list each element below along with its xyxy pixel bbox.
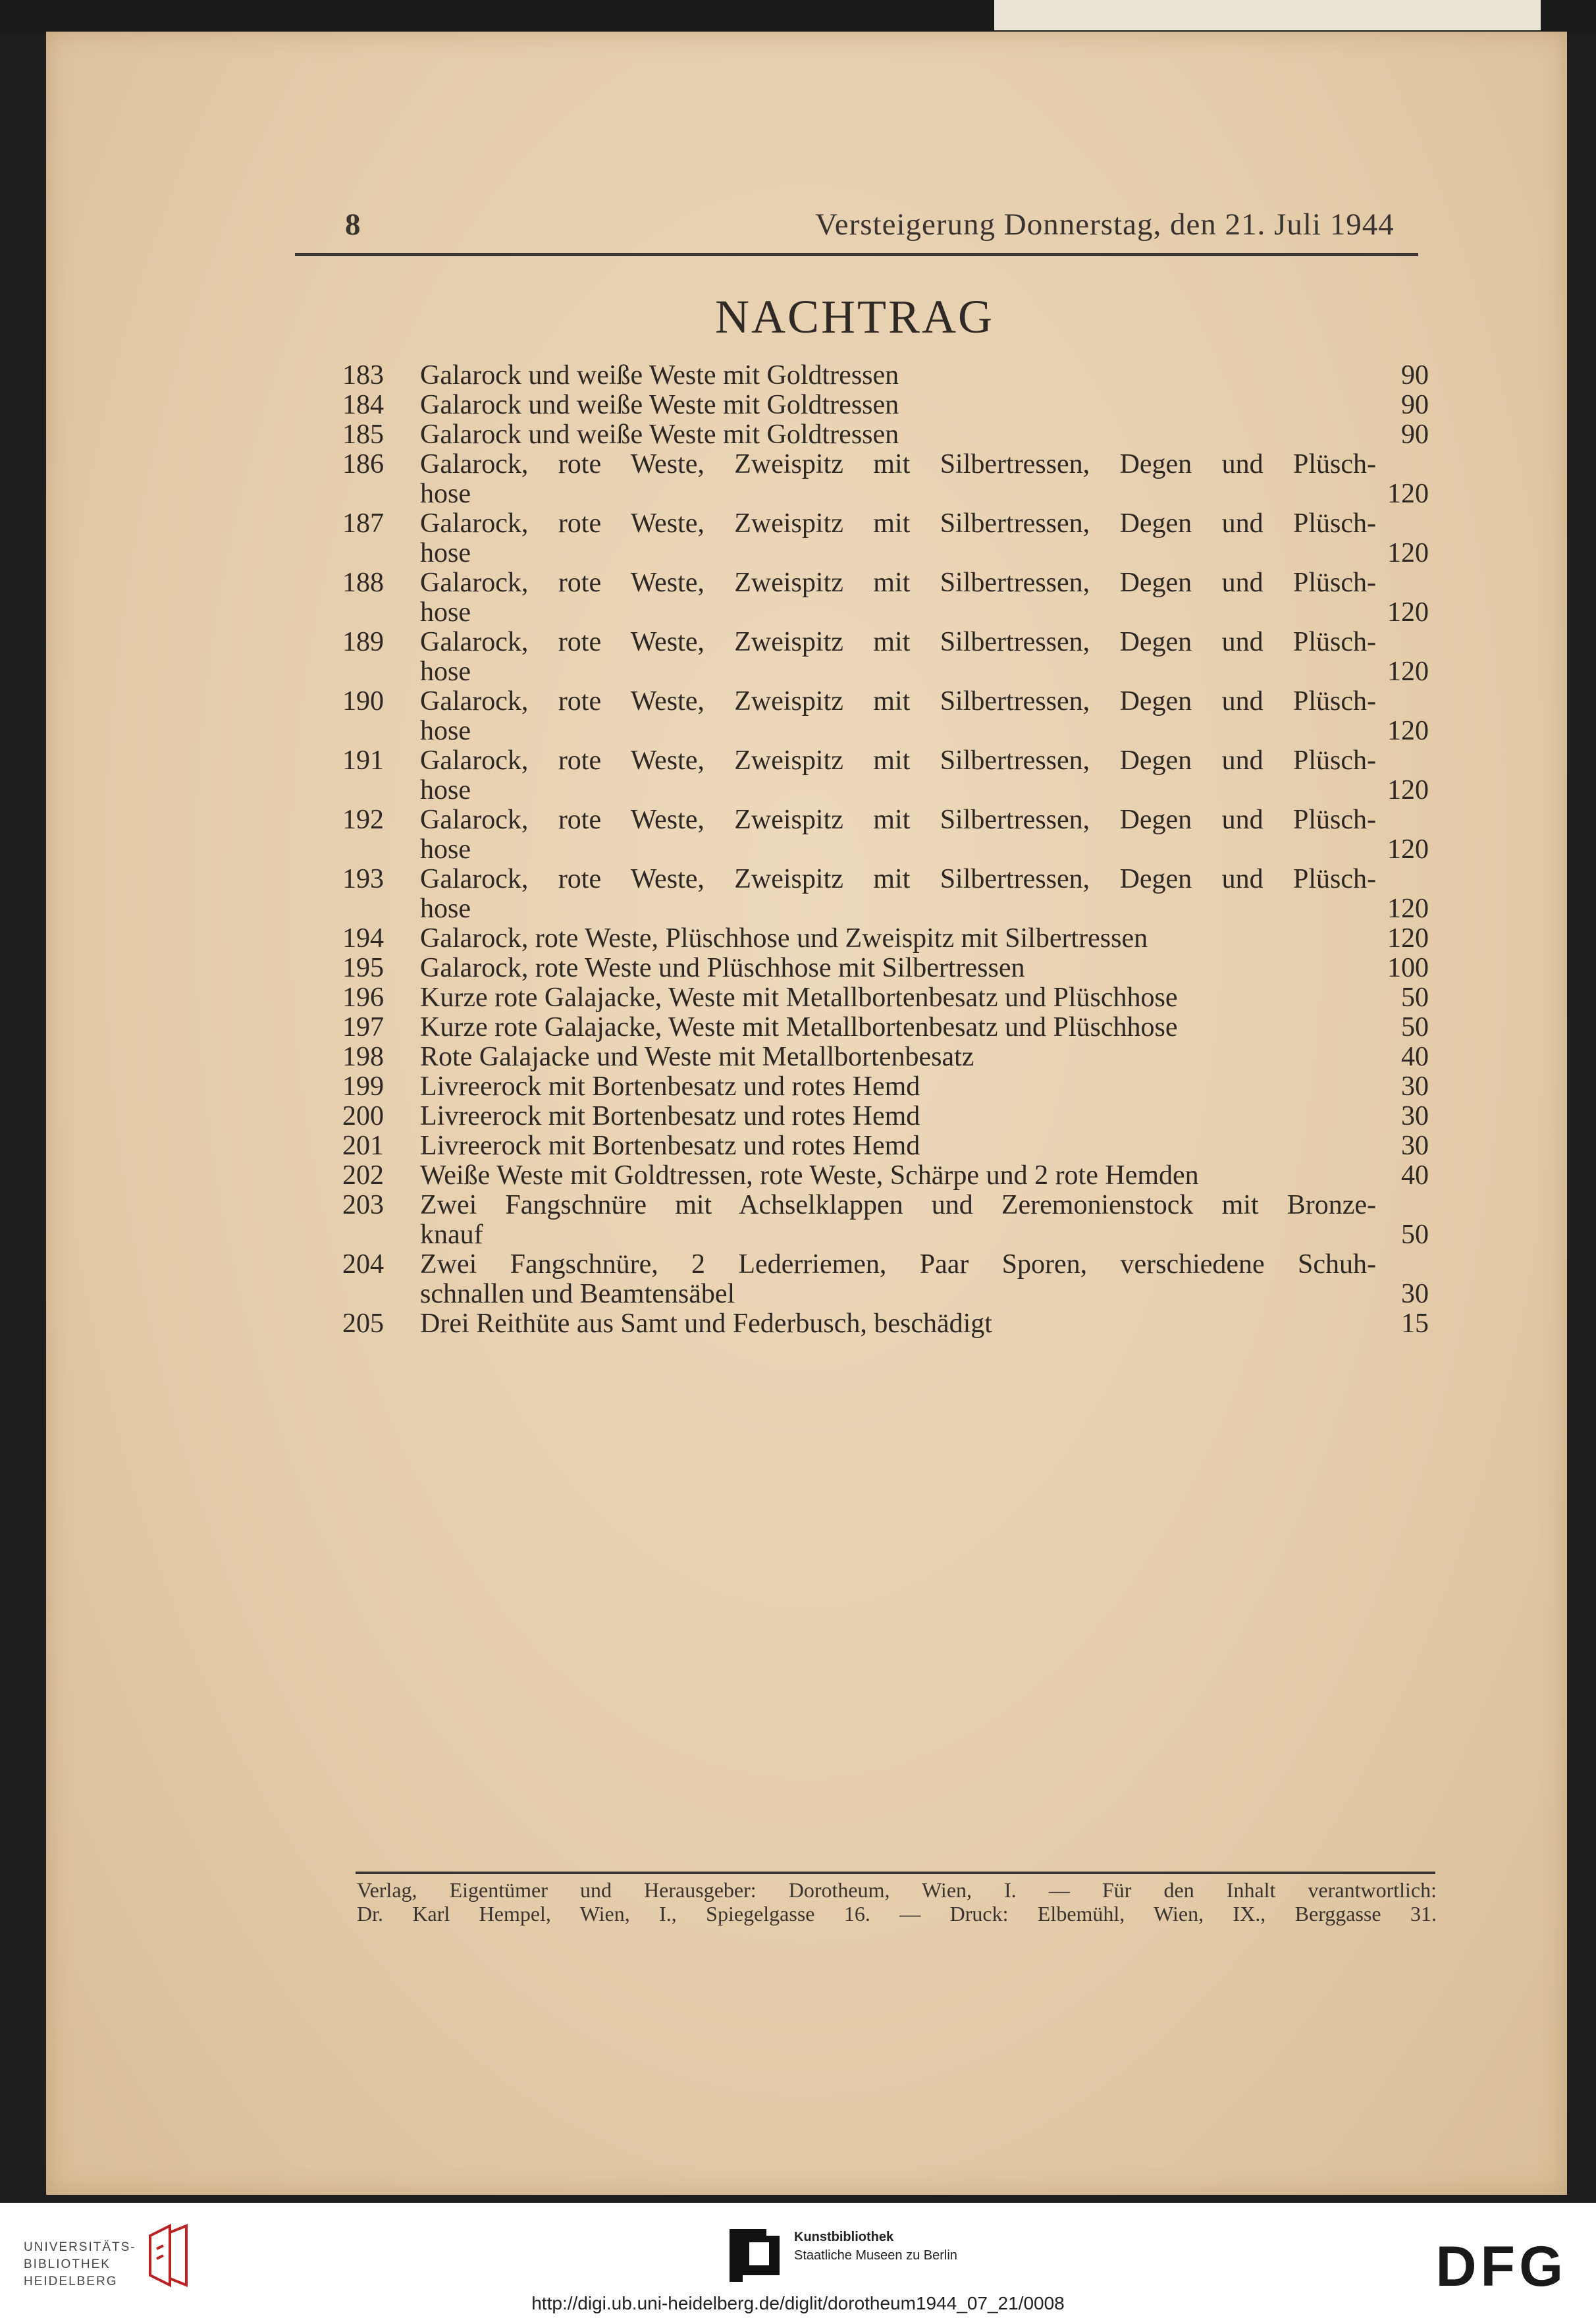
lot-number: 193 — [342, 864, 384, 894]
lot-number: 195 — [342, 953, 384, 983]
lot-estimate: 120 — [1387, 479, 1429, 509]
lot-number: 198 — [342, 1042, 384, 1072]
lot-estimate: 40 — [1401, 1160, 1429, 1191]
lot-description: Galarock, rote Weste, Zweispitz mit Silbertressen, Degen und Plüsch- — [420, 805, 1376, 835]
lot-description: Galarock und weiße Weste mit Goldtressen — [420, 390, 899, 420]
lot-description: Rote Galajacke und Weste mit Metallbortenbesatz — [420, 1042, 974, 1072]
lot-number: 187 — [342, 508, 384, 539]
lot-description: Galarock, rote Weste und Plüschhose mit Silbertressen — [420, 953, 1025, 983]
lot-estimate: 90 — [1401, 419, 1429, 450]
lot-description-continued: hose — [420, 479, 471, 509]
page-number: 8 — [345, 207, 361, 242]
scan-paper-strip — [994, 0, 1541, 30]
lot-description: Zwei Fangschnüre, 2 Lederriemen, Paar Sporen, verschiedene Schuh- — [420, 1249, 1376, 1280]
lot-description-continued: hose — [420, 657, 471, 687]
page-header — [295, 203, 1418, 256]
lot-description-continued: hose — [420, 538, 471, 568]
lot-description: Kurze rote Galajacke, Weste mit Metallbortenbesatz und Plüschhose — [420, 1012, 1178, 1042]
lot-description: Livreerock mit Bortenbesatz und rotes Hemd — [420, 1131, 920, 1161]
lot-row — [342, 1102, 1429, 1131]
lot-number: 205 — [342, 1308, 384, 1339]
lot-number: 196 — [342, 983, 384, 1013]
lot-row — [342, 746, 1429, 805]
lot-description-continued: hose — [420, 716, 471, 746]
lot-estimate: 120 — [1387, 657, 1429, 687]
lot-number: 184 — [342, 390, 384, 420]
scan-border-top — [0, 0, 1596, 34]
lot-row — [342, 1191, 1429, 1250]
lot-row — [342, 391, 1429, 420]
lot-estimate: 40 — [1401, 1042, 1429, 1072]
imprint-line: Verlag, Eigentümer und Herausgeber: Dorotheum, Wien, I. — Für den Inhalt verantwortlich: — [357, 1878, 1437, 1902]
lot-description: Zwei Fangschnüre mit Achselklappen und Zeremonienstock mit Bronze- — [420, 1190, 1376, 1220]
lot-row — [342, 450, 1429, 509]
kunstbibliothek-text — [794, 2228, 957, 2265]
lot-row — [342, 361, 1429, 391]
lot-description: Weiße Weste mit Goldtressen, rote Weste, Schärpe und 2 rote Hemden — [420, 1160, 1199, 1191]
lot-number: 199 — [342, 1071, 384, 1102]
lot-description-continued: hose — [420, 894, 471, 924]
lot-description-continued: schnallen und Beamtensäbel — [420, 1279, 735, 1309]
lot-row — [342, 509, 1429, 568]
lot-row — [342, 805, 1429, 865]
lot-estimate: 90 — [1401, 390, 1429, 420]
lot-number: 197 — [342, 1012, 384, 1042]
lot-estimate: 120 — [1387, 538, 1429, 568]
lot-description: Kurze rote Galajacke, Weste mit Metallbortenbesatz und Plüschhose — [420, 983, 1178, 1013]
lot-row — [342, 1042, 1429, 1072]
lot-number: 192 — [342, 805, 384, 835]
lot-number: 200 — [342, 1101, 384, 1131]
viewer-footer-bar — [0, 2203, 1596, 2320]
kb-title: Kunstbibliothek — [794, 2230, 894, 2244]
lot-estimate: 120 — [1387, 775, 1429, 805]
lot-estimate: 30 — [1401, 1101, 1429, 1131]
lot-list — [342, 361, 1429, 1339]
ub-heidelberg-logo-icon — [144, 2223, 191, 2288]
lot-number: 188 — [342, 568, 384, 598]
lot-description-continued: hose — [420, 775, 471, 805]
lot-number: 202 — [342, 1160, 384, 1191]
lot-number: 201 — [342, 1131, 384, 1161]
lot-row — [342, 568, 1429, 628]
lot-estimate: 120 — [1387, 834, 1429, 865]
lot-row — [342, 1161, 1429, 1191]
kb-subtitle: Staatliche Museen zu Berlin — [794, 2248, 957, 2263]
dfg-logo: DFG — [1435, 2235, 1567, 2298]
library-line: HEIDELBERG — [24, 2275, 118, 2288]
lot-description: Galarock, rote Weste, Zweispitz mit Silbertressen, Degen und Plüsch- — [420, 745, 1376, 776]
lot-number: 190 — [342, 686, 384, 716]
lot-row — [342, 865, 1429, 924]
lot-estimate: 100 — [1387, 953, 1429, 983]
lot-row — [342, 420, 1429, 450]
lot-row — [342, 687, 1429, 746]
lot-description: Galarock, rote Weste, Zweispitz mit Silbertressen, Degen und Plüsch- — [420, 686, 1376, 716]
lot-number: 183 — [342, 360, 384, 391]
lot-description-continued: hose — [420, 834, 471, 865]
lot-description-continued: knauf — [420, 1220, 483, 1250]
section-title: NACHTRAG — [714, 290, 994, 343]
header-title: Versteigerung Donnerstag, den 21. Juli 1944 — [815, 207, 1395, 242]
lot-row — [342, 954, 1429, 983]
lot-estimate: 120 — [1387, 597, 1429, 628]
lot-estimate: 120 — [1387, 923, 1429, 954]
lot-description: Galarock, rote Weste, Zweispitz mit Silbertressen, Degen und Plüsch- — [420, 627, 1376, 657]
lot-description: Galarock, rote Weste, Zweispitz mit Silbertressen, Degen und Plüsch- — [420, 864, 1376, 894]
lot-row — [342, 1309, 1429, 1339]
lot-estimate: 90 — [1401, 360, 1429, 391]
lot-description: Galarock, rote Weste, Zweispitz mit Silbertressen, Degen und Plüsch- — [420, 449, 1376, 479]
lot-description: Drei Reithüte aus Samt und Federbusch, beschädigt — [420, 1308, 992, 1339]
lot-description: Galarock, rote Weste, Zweispitz mit Silbertressen, Degen und Plüsch- — [420, 508, 1376, 539]
lot-estimate: 30 — [1401, 1071, 1429, 1102]
lot-number: 194 — [342, 923, 384, 954]
lot-description: Galarock und weiße Weste mit Goldtressen — [420, 419, 899, 450]
lot-number: 191 — [342, 745, 384, 776]
lot-number: 203 — [342, 1190, 384, 1220]
kunstbibliothek-logo-icon — [730, 2229, 780, 2282]
footer-rule — [356, 1872, 1435, 1874]
lot-estimate: 30 — [1401, 1131, 1429, 1161]
lot-description: Livreerock mit Bortenbesatz und rotes Hemd — [420, 1101, 920, 1131]
lot-row — [342, 628, 1429, 687]
lot-description: Galarock, rote Weste, Zweispitz mit Silbertressen, Degen und Plüsch- — [420, 568, 1376, 598]
lot-row — [342, 1250, 1429, 1309]
lot-number: 186 — [342, 449, 384, 479]
lot-number: 189 — [342, 627, 384, 657]
lot-description: Livreerock mit Bortenbesatz und rotes Hemd — [420, 1071, 920, 1102]
lot-estimate: 30 — [1401, 1279, 1429, 1309]
lot-row — [342, 1013, 1429, 1042]
lot-estimate: 50 — [1401, 1220, 1429, 1250]
imprint-line: Dr. Karl Hempel, Wien, I., Spiegelgasse 16. — Druck: Elbemühl, Wien, IX., Berggasse 31. — [357, 1902, 1437, 1926]
permalink-url[interactable]: http://digi.ub.uni-heidelberg.de/diglit/dorotheum1944_07_21/0008 — [531, 2293, 1065, 2313]
lot-number: 204 — [342, 1249, 384, 1280]
lot-row — [342, 1072, 1429, 1102]
ub-heidelberg-text — [24, 2239, 136, 2290]
lot-row — [342, 1131, 1429, 1161]
lot-row — [342, 924, 1429, 954]
imprint — [357, 1878, 1437, 1926]
lot-description: Galarock und weiße Weste mit Goldtressen — [420, 360, 899, 391]
lot-row — [342, 983, 1429, 1013]
lot-description-continued: hose — [420, 597, 471, 628]
library-line: BIBLIOTHEK — [24, 2257, 111, 2271]
lot-number: 185 — [342, 419, 384, 450]
library-line: UNIVERSITÄTS- — [24, 2240, 136, 2254]
lot-estimate: 120 — [1387, 716, 1429, 746]
lot-estimate: 15 — [1401, 1308, 1429, 1339]
lot-description: Galarock, rote Weste, Plüschhose und Zweispitz mit Silbertressen — [420, 923, 1148, 954]
lot-estimate: 50 — [1401, 983, 1429, 1013]
lot-estimate: 50 — [1401, 1012, 1429, 1042]
lot-estimate: 120 — [1387, 894, 1429, 924]
